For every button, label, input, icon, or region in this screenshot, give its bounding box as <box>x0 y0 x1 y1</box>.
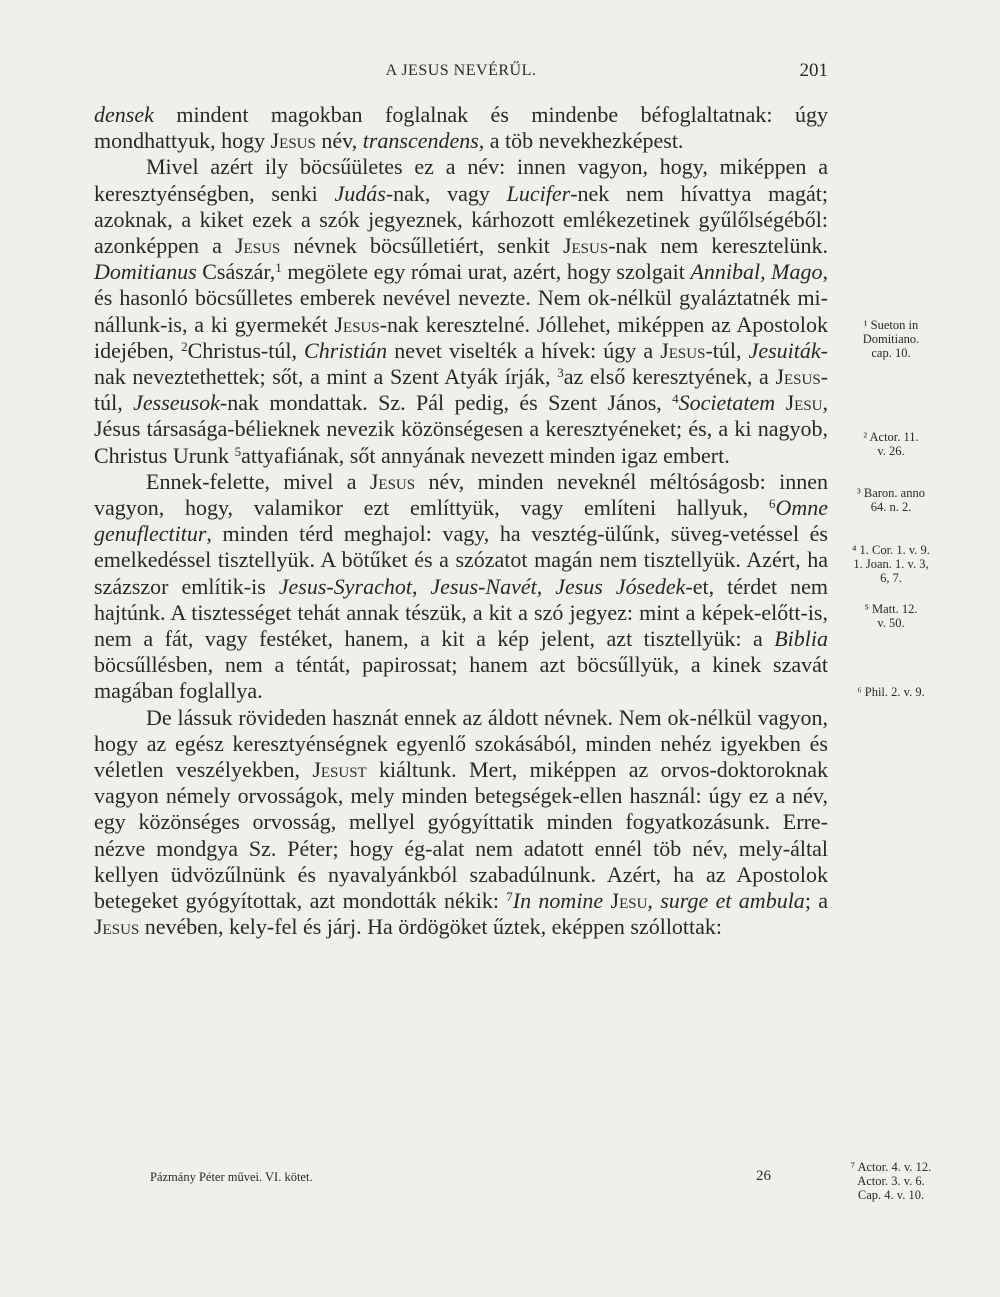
footer-imprint: Pázmány Péter művei. VI. kötet. <box>150 1170 313 1184</box>
margin-note-line: v. 26. <box>877 444 905 458</box>
margin-note-line: Actor. 3. v. 6. <box>857 1174 925 1188</box>
margin-note-line: Domitiano. <box>862 332 920 346</box>
paragraph: densek mindent magokban foglalnak és mindenbe béfoglaltatnak: úgy mondhattyuk, hogy Jesus név, transcendens, a töb nevekhezképest. <box>94 102 828 154</box>
page-number: 201 <box>799 60 828 81</box>
margin-note-line: ³ Baron. anno <box>857 486 925 500</box>
margin-note-line: Cap. 4. v. 10. <box>857 1188 925 1202</box>
paragraph: De lássuk rövideden hasznát ennek az áldott névnek. Nem ok-nélkül vagyon, hogy az egész keresztyénségnek egyenlő szokásából, minden nehéz igyekben és véletlen veszélyekben, Jesust kiáltunk. Mert, miképpen az orvos-doktoroknak vagyon némely orvosságok, mely minden betegségek-ellen használ: úgy ez a név, egy közönséges orvosság, mellyel gyógyíttatik minden fogyatkozásunk. Erre-nézve mondgya Sz. Péter; hogy ég-alat nem adatott ennél töb név, mely-által kellyen üdvözűlnünk és nyavalyánkból szabadúlnunk. Azért, ha az Apostolok betegeket gyógyítottak, azt mondották nékik: $^7$In nomine Jesu, surge et ambula; a Jesus nevében, kely-fel és járj. Ha ördögöket űztek, eképpen szóllottak: <box>94 704 829 940</box>
margin-note-line: ⁶ Phil. 2. v. 9. <box>857 685 925 699</box>
margin-note-line: cap. 10. <box>871 346 911 360</box>
margin-note-line: 6, 7. <box>880 571 902 585</box>
paragraph: Mivel azért ily böcsűületes ez a név: innen vagyon, hogy, miképpen a keresztyénségben, senki Judás-nak, vagy Lucifer-nek nem hívattya magát; azoknak, a kiket ezek a szók jegyeznek, kárhozott emlékezetinek gyűlőlségéből: azonképpen a Jesus névnek böcsűlletiért, senkit Jesus-nak nem keresztelünk. Domitianus Császár,$^1$ megölete egy római urat, azért, hogy szolgait Annibal, Mago, és hasonló böcsűlletes emberek nevével nevezte. Nem ok-nélkül gyaláztatnék mi-nállunk-is, a ki gyermekét Jesus-nak keresztelné. Jóllehet, miképpen az Apostolok idejében, $^2$Christus-túl, Christián nevet viselték a hívek: úgy a Jesus-túl, Jesuiták-nak neveztethettek; sőt, a mint a Szent Atyák írják, $^3$az első keresztyének, a Jesus-túl, Jesseusok-nak mondattak. Sz. Pál pedig, és Szent János, $^4$Societatem Jesu, Jésus társasága-bélieknek nevezik közönségesen a keresztyéneket; és, a ki nagyob, Christus Urunk $^5$attyafiának, sőt annyának nevezett minden igaz embert. <box>94 154 829 468</box>
paragraph: Ennek-felette, mivel a Jesus név, minden neveknél méltóságosb: innen vagyon, hogy, valamikor ezt említtyük, vagy említeni hallyuk, $^6$Omne genuflectitur, minden térd meghajol: vagy, ha vesztég-ülűnk, süveg-vetéssel és emelkedéssel tisztellyük. A bötűket és a szózatot magán nem tisztellyük. Azért, ha százszor említik-is Jesus-Syrachot, Jesus-Navét, Jesus Jósedek-et, térdet nem hajtúnk. A tisztességet tehát annak tészük, a kit a szó jegyez: mint a képek-előtt-is, nem a fát, vagy festéket, hanem, a kit a kép jelent, azt tisztellyük: a Biblia böcsűllésben, nem a téntát, papirossat; hanem azt böcsűllyük, a kinek szavát magában foglallya. <box>94 468 829 704</box>
margin-note-line: 1. Joan. 1. v. 3, <box>853 557 929 571</box>
margin-note-line: ⁷ Actor. 4. v. 12. <box>850 1160 932 1174</box>
margin-note <box>836 430 946 458</box>
margin-note <box>836 685 946 699</box>
margin-note <box>836 543 946 585</box>
running-header <box>94 60 828 84</box>
header-title: A JESUS NEVÉRŰL. <box>385 62 537 79</box>
margin-note <box>836 486 946 514</box>
margin-note-line: 64. n. 2. <box>870 500 912 514</box>
margin-note-line: v. 50. <box>877 616 905 630</box>
margin-note <box>836 1160 946 1202</box>
signature-mark: 26 <box>756 1168 771 1184</box>
margin-note-line: ² Actor. 11. <box>863 430 919 444</box>
margin-note <box>836 318 946 360</box>
margin-note-line: ⁵ Matt. 12. <box>864 602 918 616</box>
margin-note <box>836 602 946 630</box>
margin-note-line: ¹ Sueton in <box>863 318 919 332</box>
page-footer <box>150 1170 800 1190</box>
margin-note-line: ⁴ 1. Cor. 1. v. 9. <box>852 543 930 557</box>
body-text <box>94 102 828 941</box>
